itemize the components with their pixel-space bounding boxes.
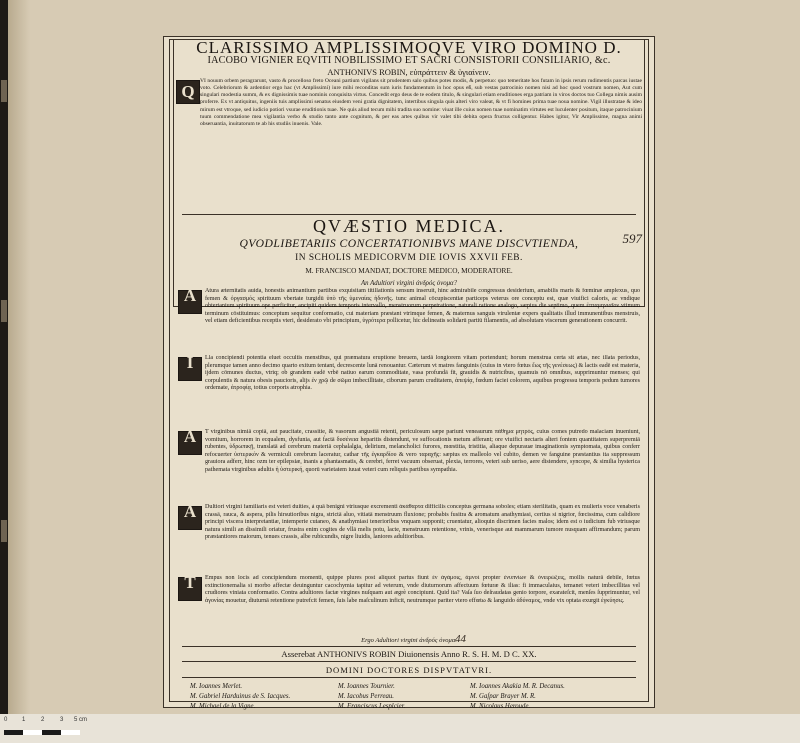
question-schools: IN SCHOLIS MEDICORVM DIE IOVIS XXVII FEB.	[295, 253, 523, 263]
ruler-label: 1	[22, 717, 26, 723]
doctor-name: M. Gaſpar Brayer M. R.	[470, 693, 536, 700]
ruler-bar	[4, 730, 80, 735]
ruler-segment	[61, 730, 80, 735]
thesis-section	[178, 288, 640, 352]
section-initial: A	[178, 506, 202, 530]
ruler-segment	[23, 730, 42, 735]
dedication-text: VI nouum orbem peragrarunt, vasto & procelloso freto Oceani partium vigilans sit prudentem salo quibus potes modis, & perpetuo: quo temeritate hos futam in ipsis rerum rudimentis parcas iustae voto. Celebriorum & ardentior ergo hac (vt Amplissimi) iure mihi reconditas sum iuris fundamentum in hoc opus eß, sub vestas patrocinio nomen nisi ad hoc quod vostrum nomen, Aut cum singulari modestia summ, & ex dignissimis tuae nominis conquisita virtus. Concedit ergo deus de te eodem titulo, & singulari etiam eruditiones erga patriam in viros doctos tuo Collega nimis ausim proferre. Ex vt antiquitus, ingeniis tuis amplissimi senatus eiusdem veni gratia dignitatem, intertibus singula quis alteri viro valeat, & vt fi homines prima tuae noua nomine. Vigil illustratae & ideo mirum est vtroque, sed iudicio potiori vsurae eruditionis tuae. Ne quis aliud tecum mihi tradita suo nomine: viuat ille cuius nomen tuae nominatim virtutes est luculenter positum, itaque patrocinium tuum commendatione mea vigilantia verbo & studio tanto ante cognitum, & per eas artes quibus vir valet tibi debita opera fructus colligentur. Habes igitur, Vir Amplissime, magna animi obseruantia, inuitatorum te ab his studiis inuenis. Vale.	[200, 78, 642, 127]
doctors-heading: DOMINI DOCTORES DISPVTATVRI.	[325, 665, 493, 675]
doctor-name: M. Nicolaus Heroude.	[470, 703, 531, 710]
dedication-initial: Q	[176, 80, 200, 104]
divider	[182, 646, 636, 647]
binding-mark	[1, 300, 7, 322]
paper-edge	[8, 0, 30, 714]
thesis-section	[178, 355, 640, 425]
doctor-name: M. Iacobus Perreau.	[338, 693, 394, 700]
doctor-name: M. Franciscus Lesplcier.	[338, 703, 406, 710]
doctors-column	[338, 682, 405, 712]
divider	[182, 214, 636, 215]
binding-edge	[0, 0, 8, 714]
binding-mark	[1, 520, 7, 542]
section-text: Dultiori virgini familiaris est veteri duities, à quā benigni vtriusque excrementi ἀκάθαρτα difficilis conceptus germana soboles; etiam sterilitatis, quam ex mulieris voce venaberis crassā, rauca, & aspera, pilis hirsutioribus nigra, strictā aluo, vitiatā menstruum fluxione; probabis fusitra & aromatum anathymiasi, certius si nigrior, fœcissima, cum calidiore principi viscera interpretantiæ, intemperie cutaneo, & anathymiasi tenerioribus vnquam supponit; cruentatur, alioquin discrimen facies malos; idem est o iudicium fub vtriusque natura simili an dissimili oriatur, frustra enim cogites de vllā melis potu, lacte, menstruum retentione, vrinis, venerisque aut mammarum tumore nusquam affirmandum; parum præstantiores maiorum, tenues crassis, albe rubicundis, nigre liuidis, laniores adultioribus.	[205, 504, 640, 540]
question-moderator: M. FRANCISCO MANDAT, DOCTORE MEDICO, MODERATORE.	[305, 266, 513, 275]
doctor-name: M. Ioannes Merlet.	[190, 683, 243, 690]
section-text: T virginibus nimiā copiā, aut paucitate, crassitie, & vasorum angustiā retenti, periculosum sæpe pariunt veneaurum πάθημα μητρός, cuius comes putredo malaciam inueniunt, vomitum, horrorem in ecqualem, dysfunia, aut ḟactā δυσένεια heparitis distendunt, ve suffocationis metum afferant; ore viuifici nectaris alteri fontem quantitatem superpremiā rubentes, ὑδρωπικῇ, translatā ad cerebrum materiā cephalalgia, delirium, melancholici furores, mœstitia, tristitia, aliaque depurauæ imaginationis symptomata, quibus conferr refocuerter ὑστερικόν & vermiculi cerebrum laceratur, cathar τῆς ἐγκαρδίου & vero ταραχῆς: sæpius ex malleolo vel cubito, demen ve fanguine præstantius ita suppressum grauiora adferr, hinc ozm ter epilepsiæ, inanis a phantasmatis, & cerebri, ferret vacuum obseruat, plexia, terrores, veteri sub ueriso, aere distendere, syncope, & similia hysterica pathemata virginibus adultis ἡ ὑστερική, quorū varietatem iuuat veteri cum reliquis partibus sympathia.	[205, 429, 640, 473]
handwritten-number: 597	[622, 231, 642, 246]
divider	[182, 677, 636, 678]
doctor-name: M. Ioannes Akakia M. R. Decanus.	[470, 683, 565, 690]
question-title: QVÆSTIO MEDICA.	[313, 216, 505, 236]
ruler-label: 3	[60, 717, 64, 723]
doctors-column	[470, 682, 565, 712]
section-text: Empus non locis ad concipiendum momenti, quippe plures post aliquot partus fiunt ἐν ἀγάμοις, ἀμνοί propter ἐνυπνίων & ὀνειρώξεις, mollis naturā debile, fœtus extinctionemalia si morbo affectæ deuinguntur cacochymia tapitur ad veterum, vnde diuturnorum affectuum fœturæ & ilias: fi immaculaius, temanet veteri imbecillitas vel crudiores viniata conformatio. Contra adultiores factæ virgines nuſquam aut ægrè concipiunt. Quid ita? Vaſa ſuo deſraudatas genio torpore, exarateſcit, menſes ſupprimuntur, vel ἀγονίας mouetur, diuturnā retentione putrefcit femen, ſuis labe maſculinum inficit, neutrumque pariter vtero effœtω & languido ἀδύναμος, vnde vix optata exurgit ἐγκύησις.	[205, 575, 640, 604]
section-text: Lla concipiendi potentia eluet occultis menstibus, qui præmatura eruptione breuem, tardā longiorem vitam portendunt; horum menstrua certa sit ætas, nec illata periodus, plerumque tamen anno decimo quarto exitum tentant, decrescente lunā renouantur. Cæterum vt matres fanguinis (cuius in vtero fœtus ἔως τῆς γενέσεως) & lactis eadē est materia, ijdem cōmunes ductus, vtriq; ob grandem eadē vrbē natiuo earum commoditate, vasa profundā fit, grauidis & nutricibus, quamuis nō omnibus, supprimuntur menses; qui corpulentis & natura obesis paucioris, alijs ἐν χρῷ de σῶμα imbecillitate, ciborum parum cruditatem, ἀπεψίᾳ, fœdum faciei colorem, aquibus progressu temporis pedum tumores ordemate, ἀτροφίᾳ, totius corporis atrophia.	[205, 355, 640, 391]
thesis-section	[178, 429, 640, 500]
conclusion: Ergo Adultiori virgini ἀνδρός ὀνομα.	[361, 637, 457, 644]
sheet-border	[169, 38, 649, 710]
question-subtitle: QVODLIBETARIIS CONCERTATIONIBVS MANE DISCVTIENDA,	[239, 237, 579, 250]
ruler-label: 0	[4, 717, 8, 723]
section-initial: A	[178, 431, 202, 455]
ruler-label: 2	[41, 717, 45, 723]
dedication-heading: CLARISSIMO AMPLISSIMOQVE VIRO DOMINO D.	[196, 38, 622, 57]
section-initial: A	[178, 290, 202, 314]
section-initial: T	[178, 577, 202, 601]
section-text: Atura æternitatis auida, honestis animantium partibus exquisitam titillationis sensum inseruit, hinc admirabile congressus desiderium, amabilis maris & fœminæ amplexus, quo femen & ὀργασμός spirituum vbertate turgidū ὑπὸ τῆς ὑμεναίας ἡδονῆς. tunc animal cōcupiscentiæ particeps veterus ore conceptu est, quæ viuifici caloris, ac vndique obtertanium spirituum ope perficitur, ancipiti quidem temporis intervallo, menstruorum perpetratione, naturali ratione analogo, sæpius die septimo, quem ἐπταμηνιαῖον vtimum terminum cōstituimus: conceptum sequitur conformatio, cui materiam præstant vtrimque femen, & maternus sanguis virulentæ expers qualitatis illud immunentibus menstruis, vel etiam deficientibus receptis vteri, desiderato vbi principium, ὑγρότερα pollicetur, hic delineatis solidarū partiū filamentis, ad absolutam viscerum generationem concurrit.	[205, 288, 640, 324]
doctor-name: M. Michael de la Vigne.	[190, 703, 256, 710]
divider	[182, 661, 636, 662]
ruler-label: 5 cm	[74, 717, 88, 723]
thesis-sheet	[163, 36, 655, 708]
doctor-name: M. Gabriel Harduinus de S. Iacques.	[190, 693, 291, 700]
doctors-column	[190, 682, 290, 712]
doctor-name: M. Ioannes Tournier.	[338, 683, 395, 690]
handwritten-page-number: 44	[455, 633, 466, 645]
scale-ruler	[0, 714, 800, 743]
section-initial: I	[178, 357, 202, 381]
thesis-section	[178, 575, 640, 636]
asserebat-line: Asserebat ANTHONIVS ROBIN Diuionensis Anno R. S. H. M. D C. XX.	[281, 649, 537, 659]
dedication-author: ANTHONIVS ROBIN, εὐπράττειν & ὑγιαίνειν.	[327, 67, 491, 77]
thesis-section	[178, 504, 640, 571]
dedication-recipient: IACOBO VIGNIER EQVITI NOBILISSIMO ET SACRI CONSISTORII CONSILIARIO, &c.	[207, 55, 611, 66]
binding-mark	[1, 80, 7, 102]
question-statement: An Adultiori virgini ἀνδρός ὀνομα?	[361, 280, 457, 287]
